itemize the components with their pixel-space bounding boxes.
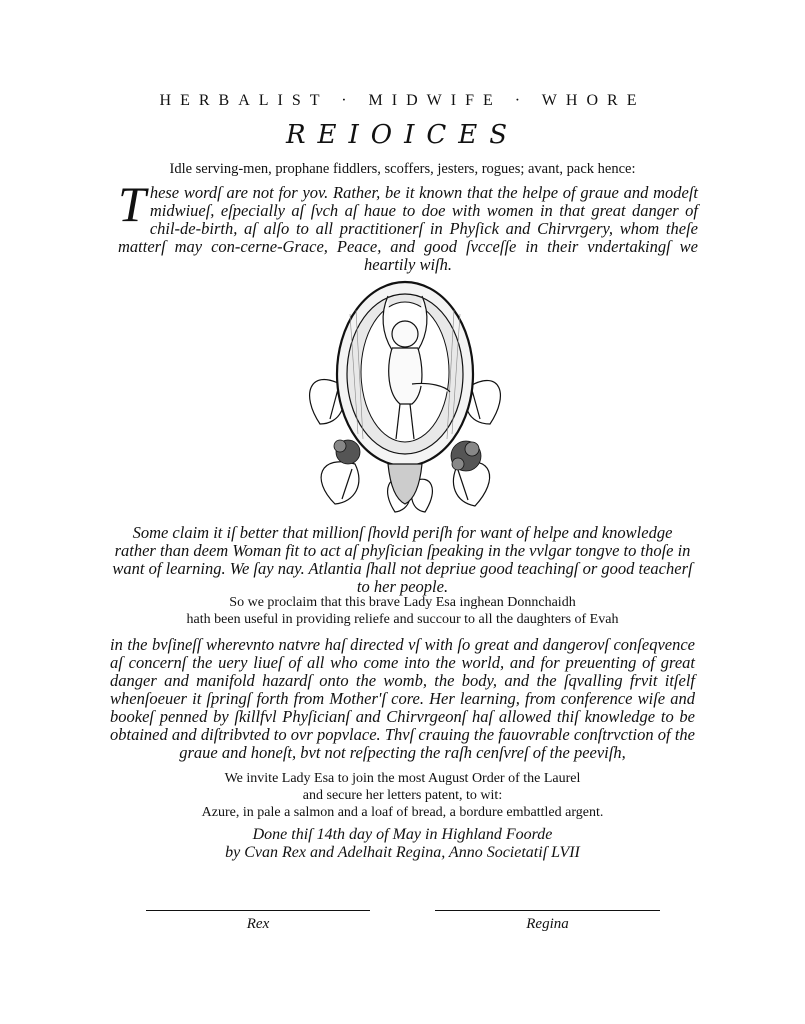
page-title: HERBALIST · MIDWIFE · WHORE: [159, 92, 646, 109]
invitation-line-2: and secure her letters patent, to wit:: [302, 788, 503, 803]
proclamation-line-1: So we proclaim that this brave Lady Esa inghean Donnchaidh: [229, 595, 576, 610]
regina-signature-line: [435, 910, 660, 911]
closing-line-1: Done thiſ 14th day of May in Highland Foorde: [252, 826, 553, 843]
blazon-line: Azure, in pale a salmon and a loaf of bread, a bordure embattled argent.: [201, 805, 604, 820]
proclamation: [0, 594, 805, 628]
rex-signature-line: [146, 910, 370, 911]
invitation-line-1: We invite Lady Esa to join the most August Order of the Laurel: [224, 771, 581, 786]
closing-line-2: by Cvan Rex and Adelhait Regina, Anno Societatiſ LVII: [225, 844, 580, 861]
rejoice-heading: REIOICES: [285, 120, 520, 150]
lead-in-text: Idle serving-men, prophane fiddlers, scoffers, jesters, rogues; avant, pack hence:: [169, 161, 636, 177]
rex-signature-label: Rex: [246, 916, 270, 932]
intro-paragraph: [118, 176, 698, 274]
invitation: [0, 770, 805, 821]
closing-statement: [110, 826, 695, 862]
intro-paragraph-text: hese wordſ are not for yov. Rather, be it known that the helpe of graue and modeſt midwiueſ, eſpecially aſ ſvch aſ haue to doe with women in that great danger of chil-de-birth, aſ alſo to all practitionerſ in Phyſick and Chirvrgery, whom theſe matterſ may con-cerne-Grace, Peace, and good ſvcceſſe in their vndertakingſ we heartily wiſh.: [118, 183, 698, 274]
drop-cap: T: [118, 176, 146, 232]
engraved-infant-in-womb-illustration: [300, 274, 510, 514]
claim-paragraph: Some claim it iſ better that millionſ ſhovld periſh for want of helpe and knowledge rather than deem Woman fit to act aſ phyſician ſpeaking in the vvlgar tongve to thoſe in want of learning. We ſay nay. Atlantia ſhall not depriue good teachingſ or good teacherſ to her people.: [112, 523, 693, 596]
proclamation-line-2: hath been useful in providing reliefe and succour to all the daughters of Evah: [186, 612, 619, 627]
regina-signature-label: Regina: [526, 916, 569, 932]
business-paragraph: in the bvſineſſ wherevnto natvre haſ directed vſ with ſo great and dangerovſ conſeqvence aſ concernſ the uery liueſ of all who come into the world, and for preuenting of great danger and manifold hazardſ onto the womb, the body, and the ſqvalling frvit itſelf whenſoeuer it ſpringſ forth from Mother'ſ core. Her learning, from conference wiſe and bookeſ penned by ſkillfvl Phyſicianſ and Chirvrgeonſ haſ allowed thiſ knowledge to be obtained and diſtribvted to ovr popvlace. Thvſ crauing the fauovrable conſtrvction of the graue and honeſt, bvt not reſpecting the raſh cenſvreſ of the peeviſh,: [110, 635, 695, 762]
